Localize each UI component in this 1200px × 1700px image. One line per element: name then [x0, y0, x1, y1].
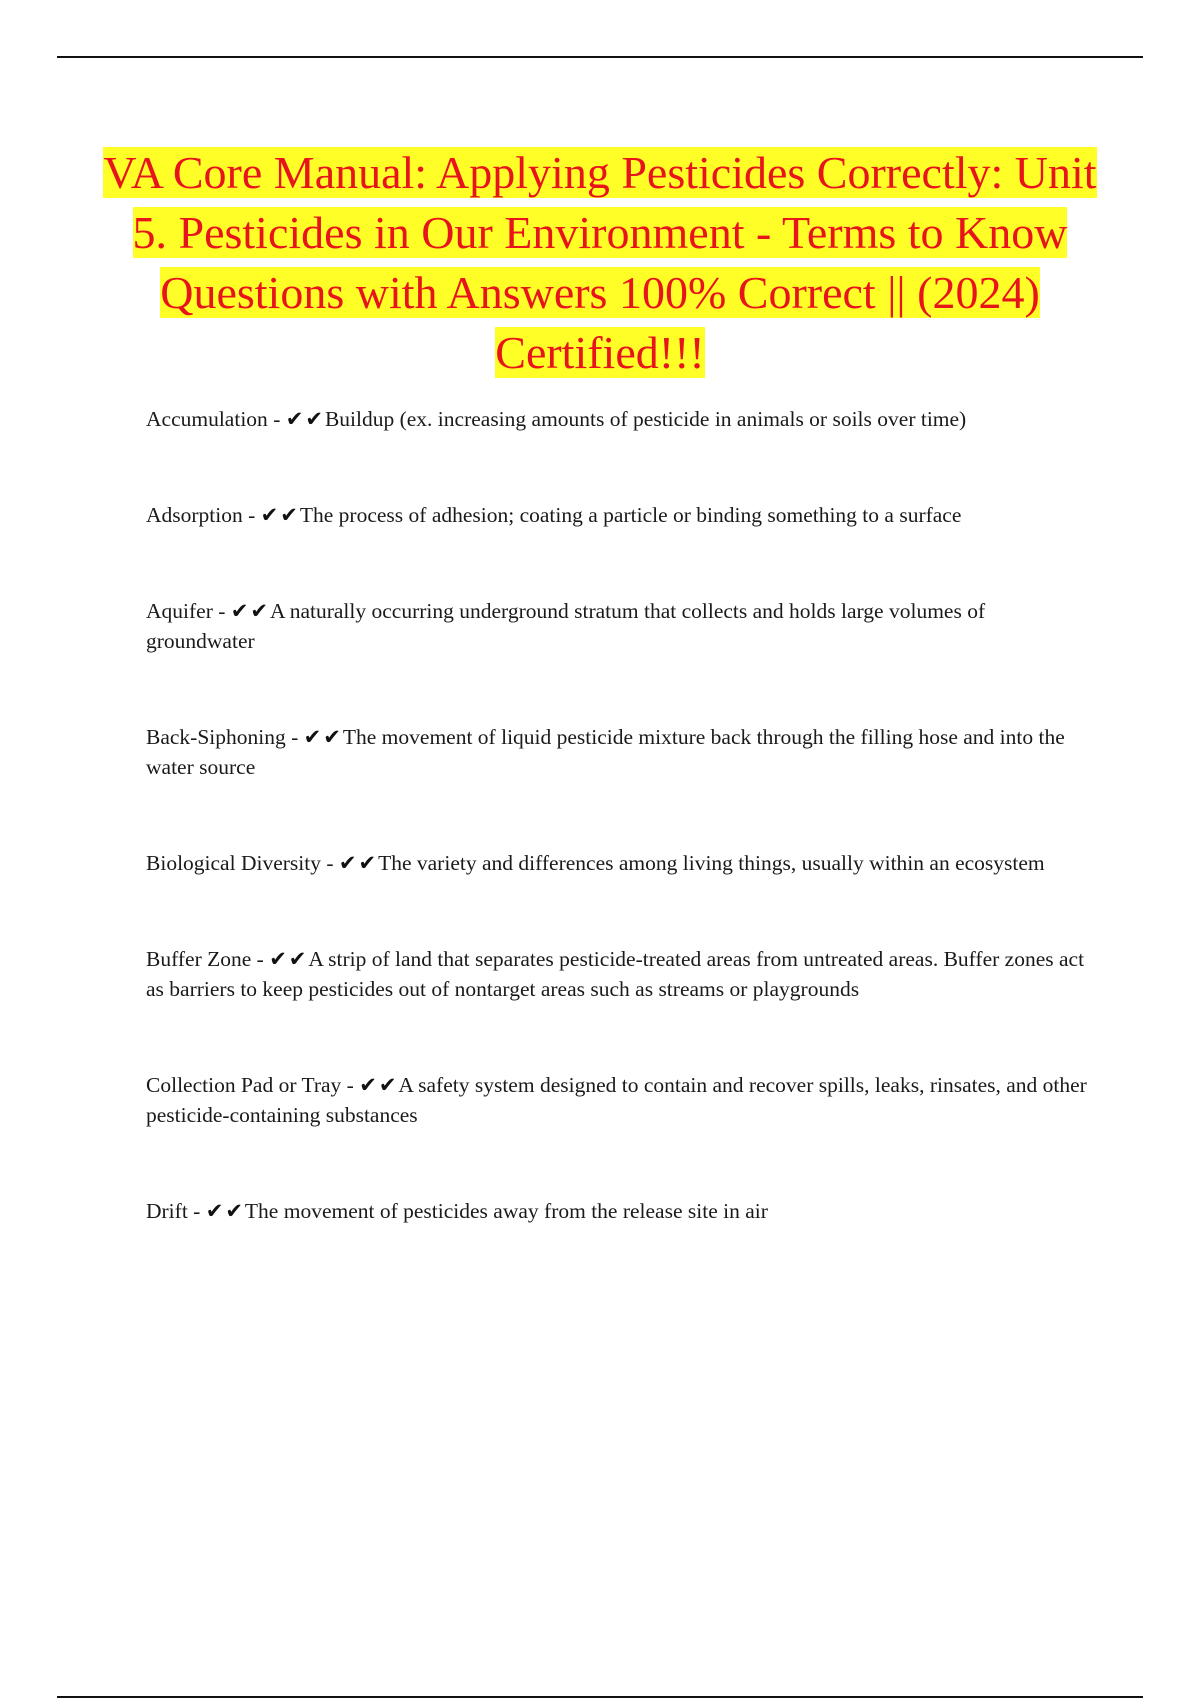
term-name: Buffer Zone — [146, 947, 252, 971]
double-check-icon: ✔✔ — [260, 503, 300, 527]
term-entry — [146, 1196, 1091, 1226]
terms-list — [146, 404, 1091, 1226]
term-name: Aquifer — [146, 599, 213, 623]
term-separator: - — [212, 599, 231, 623]
term-definition: A naturally occurring underground stratum that collects and holds large volumes of groundwater — [146, 599, 986, 653]
term-entry — [146, 500, 1091, 530]
term-definition: The movement of pesticides away from the release site in air — [244, 1199, 768, 1223]
double-check-icon: ✔✔ — [359, 1073, 399, 1097]
term-definition: The process of adhesion; coating a particle or binding something to a surface — [299, 503, 962, 527]
term-name: Adsorption — [146, 503, 243, 527]
term-definition: The variety and differences among living things, usually within an ecosystem — [378, 851, 1045, 875]
double-check-icon: ✔✔ — [285, 407, 325, 431]
term-name: Collection Pad or Tray — [146, 1073, 342, 1097]
double-check-icon: ✔✔ — [303, 725, 343, 749]
term-separator: - — [320, 851, 339, 875]
double-check-icon: ✔✔ — [230, 599, 270, 623]
term-entry — [146, 848, 1091, 878]
term-entry — [146, 944, 1091, 1004]
term-name: Biological Diversity — [146, 851, 321, 875]
title-block — [100, 143, 1100, 383]
term-name: Drift — [146, 1199, 188, 1223]
term-definition: The movement of liquid pesticide mixture back through the filling hose and into the water source — [146, 725, 1065, 779]
double-check-icon: ✔✔ — [269, 947, 309, 971]
term-entry — [146, 596, 1091, 656]
term-definition: Buildup (ex. increasing amounts of pesticide in animals or soils over time) — [324, 407, 967, 431]
term-definition: A safety system designed to contain and recover spills, leaks, rinsates, and other pesticide-containing substances — [146, 1073, 1087, 1127]
term-entry — [146, 722, 1091, 782]
term-separator: - — [285, 725, 304, 749]
term-separator: - — [251, 947, 270, 971]
term-separator: - — [187, 1199, 206, 1223]
term-separator: - — [341, 1073, 360, 1097]
term-definition: A strip of land that separates pesticide-treated areas from untreated areas. Buffer zones act as barriers to keep pesticides out of nontarget areas such as streams or playgrounds — [146, 947, 1085, 1001]
term-name: Back-Siphoning — [146, 725, 286, 749]
term-separator: - — [242, 503, 261, 527]
term-separator: - — [267, 407, 286, 431]
term-name: Accumulation — [146, 407, 268, 431]
term-entry — [146, 1070, 1091, 1130]
double-check-icon: ✔✔ — [338, 851, 379, 875]
term-entry — [146, 404, 1091, 434]
page-title: VA Core Manual: Applying Pesticides Correctly: Unit 5. Pesticides in Our Environment - Terms to Know Questions with Answers 100% Correct || (2024) Certified!!! — [103, 147, 1097, 378]
bottom-rule — [57, 1696, 1143, 1698]
double-check-icon: ✔✔ — [205, 1199, 245, 1223]
top-rule — [57, 56, 1143, 58]
